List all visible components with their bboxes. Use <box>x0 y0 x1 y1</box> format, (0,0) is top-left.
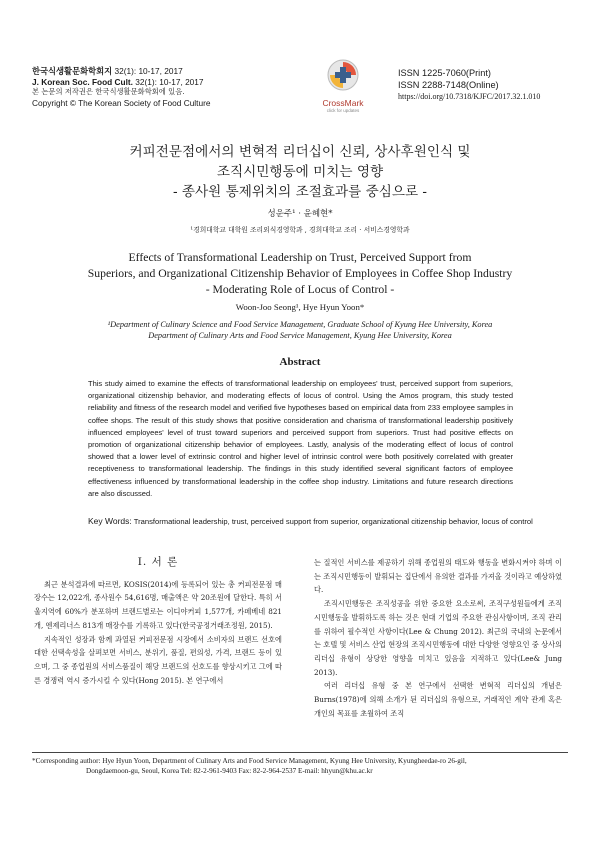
issn-block <box>398 68 578 103</box>
footnote-divider <box>32 752 568 753</box>
keywords-label: Key Words: <box>88 516 132 526</box>
authors-korean: 성운주¹ · 윤혜현* <box>267 209 333 219</box>
copyright-kr: 본 논문의 저작권은 한국식생활문화학회에 있음. <box>32 87 185 97</box>
title-korean <box>40 142 560 202</box>
title-kr-subtitle: - 종사원 통제위치의 조절효과를 중심으로 - <box>172 184 428 200</box>
keywords <box>88 516 600 527</box>
issn-online: ISSN 2288-7148(Online) <box>398 79 499 90</box>
body-paragraph: 는 질적인 서비스를 제공하기 위해 종업원의 태도와 행동을 변화시켜야 하며 이는 조직시민행동이 발휘되는 집단에서 유의한 결과를 가져올 것이라고 예상하였다. <box>314 558 562 595</box>
copyright-en: Copyright © The Korean Society of Food Culture <box>32 97 211 108</box>
journal-issue-kr: 32(1): 10-17, 2017 <box>112 66 183 76</box>
journal-name-kr: 한국식생활문화학회지 <box>32 66 113 76</box>
issn-print: ISSN 1225-7060(Print) <box>398 68 491 78</box>
body-column-left <box>34 556 282 687</box>
crossmark-sublabel: click for updates <box>326 108 360 113</box>
body-paragraph: 조직시민행동은 조직성공을 위한 중요한 요소로써, 조직구성원들에게 조직시민행동을 발휘하도록 하는 것은 현대 기업의 주요한 관심사항이며, 조직 관리를 위하여 필수적인 사항이다(Lee & Chung 2012). 최근의 국내의 논문에서는 호텔 및 서비스 산업 현장의 조직시민행동에 대한 다양한 영향요인 중 상사의 리더십 유형이 상당한 영향을 미치고 있음을 지적하고 있다(Lee& Jung 2013). <box>314 599 562 677</box>
keywords-list: Transformational leadership, trust, perceived support from superior, organizational citizenship behavior, locus of control <box>131 517 533 526</box>
body-paragraph: 최근 분석결과에 따르면, KOSIS(2014)에 등록되어 있는 총 커피전문점 매장수는 12,022개, 종사원수 54,616명, 매출액은 약 20조원에 달한다. 특히 서울지역에 60%가 분포하며 브랜드별로는 이디야커피 1,577개, 카페베네 821개, 엔제리너스 813개 매장수를 기록하고 있다(한국공정거래조정원, 2015). <box>34 579 282 630</box>
title-english <box>40 250 560 298</box>
title-kr-line1: 커피전문점에서의 변혁적 리더십이 신뢰, 상사후원인식 및 <box>129 144 471 160</box>
affiliation-en-2: Department of Culinary Arts and Food Service Management, Kyung Hee University, Korea <box>148 331 452 340</box>
affiliation-english <box>40 319 560 341</box>
crossmark-icon <box>326 58 360 92</box>
section-title-introduction: I. 서 론 <box>137 556 179 568</box>
abstract-heading: Abstract <box>279 356 321 368</box>
doi-link[interactable]: https://doi.org/10.7318/KJFC/2017.32.1.010 <box>398 92 541 101</box>
body-paragraph: 여러 리더십 유형 중 본 연구에서 선택한 변혁적 리더십의 개념은 Burns(1978)에 의해 소개가 된 리더십의 유형으로, 거래적인 계약 관계 혹은 개인의 목표를 초월하여 조직 <box>314 681 562 718</box>
footnote-corresponding-author <box>32 756 568 776</box>
title-en-line2: Superiors, and Organizational Citizenship Behavior of Employees in Coffee Shop Industry <box>87 267 513 280</box>
title-kr-line2: 조직시민행동에 미치는 영향 <box>216 164 384 180</box>
abstract-text: This study aimed to examine the effects of transformational leadership on employees' trust, perceived support from superiors, organizational citizenship behavior, and moderating effects of locus of control. Using the Amos program, this study tested reliability and fitness of the research model and verified five hypotheses based on empirical data from 233 employee samples in coffee shops. The result of this study shows that positive consideration and charisma of transformational leadership positively influenced employees' level of trust toward superiors and perceived support from superiors. Trust had positive effects on promotion of organizational citizenship behavior of employees. Lastly, analysis of the moderating effect of locus of control showed that a lower level of extrinsic control and higher level of intrinsic control were both positively correlated with greater receptiveness to transformational leadership. The findings in this study identified several significant factors of employee effectiveness influenced by transformational leadership in the coffee shop industry. Limitations and future research directions are also discussed. <box>88 379 513 498</box>
body-column-right <box>314 556 562 720</box>
body-paragraph: 지속적인 성장과 함께 과열된 커피전문점 시장에서 소비자의 브랜드 선호에 대한 선택속성을 살펴보면 서비스, 분위기, 품질, 편의성, 가격, 브랜드 등이 있으며, 그 중 종업원의 서비스품질이 해당 브랜드의 선호도를 향상시키고 그에 따른 경쟁력 역시 증가시킬 수 있다(Hong 2015). 본 연구에서 <box>34 634 282 685</box>
journal-issue-en: 32(1): 10-17, 2017 <box>132 76 204 87</box>
journal-info <box>32 66 282 108</box>
footnote-line2: Dongdaemoon-gu, Seoul, Korea Tel: 82-2-961-9403 Fax: 82-2-964-2537 E-mail: hhyun@khu.ac.kr <box>86 767 373 775</box>
footnote-line1: *Corresponding author: Hye Hyun Yoon, Department of Culinary Arts and Food Service Management, Kyung Hee University, Kyungheedae-ro 26-gil, <box>32 757 467 765</box>
affiliation-korean: ¹경희대학교 대학원 조리외식경영학과 , 경희대학교 조리 · 서비스경영학과 <box>190 226 410 234</box>
title-en-line1: Effects of Transformational Leadership on Trust, Perceived Support from <box>128 251 472 264</box>
journal-name-en: J. Korean Soc. Food Cult. <box>32 76 133 87</box>
title-en-subtitle: - Moderating Role of Locus of Control - <box>205 283 395 296</box>
crossmark-badge[interactable] <box>318 58 368 113</box>
crossmark-label: CrossMark <box>322 98 364 108</box>
authors-english: Woon-Joo Seong¹, Hye Hyun Yoon* <box>235 302 365 312</box>
affiliation-en-1: ¹Department of Culinary Science and Food Service Management, Graduate School of Kyung Hee University, Korea <box>107 320 493 329</box>
